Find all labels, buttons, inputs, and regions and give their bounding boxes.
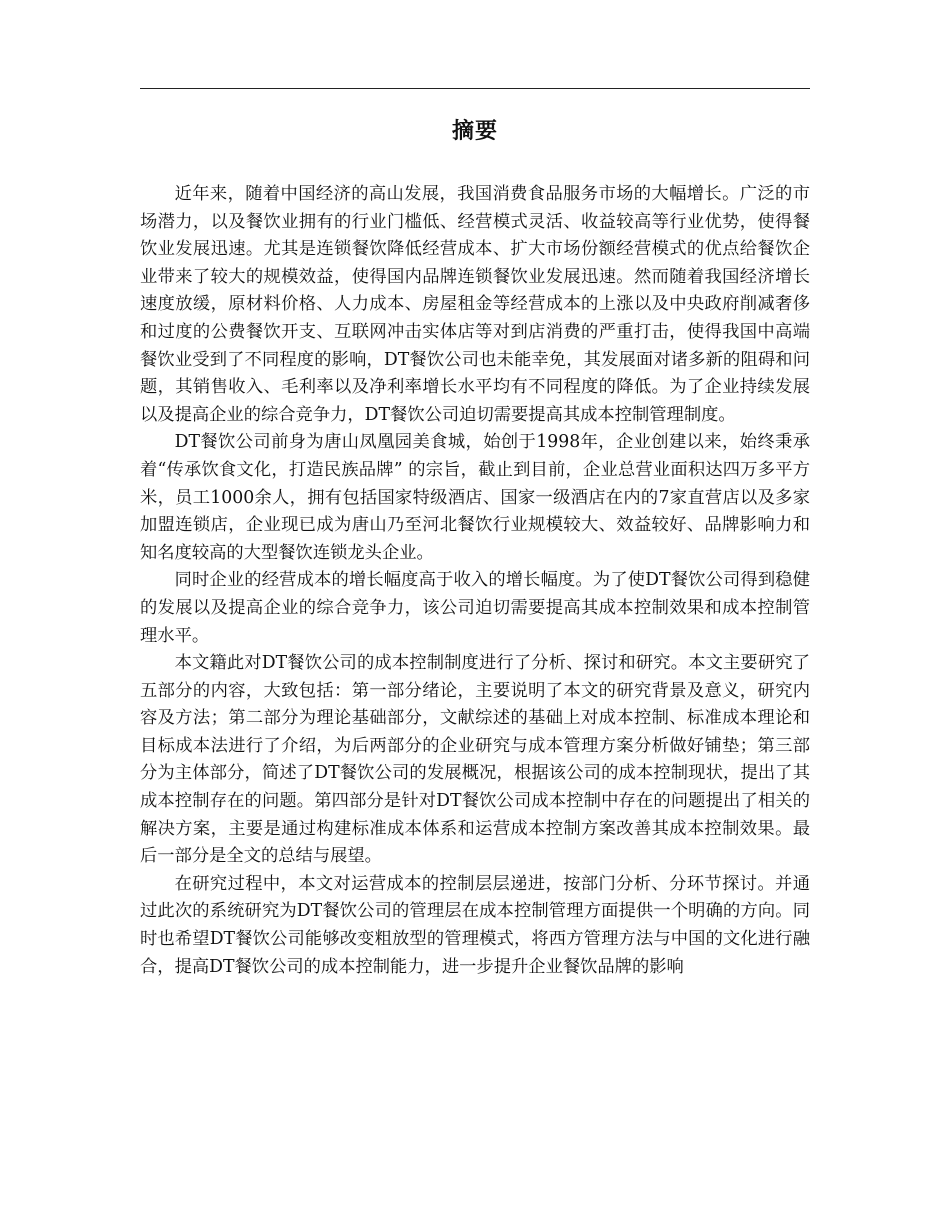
paragraph-research-process: 在研究过程中，本文对运营成本的控制层层递进，按部门分析、分环节探讨。并通过此次的系统研究为DT餐饮公司的管理层在成本控制管理方面提供一个明确的方向。同时也希望DT餐饮公司能够改变粗放型的管理模式，将西方管理方法与中国的文化进行融合，提高DT餐饮公司的成本控制能力，进一步提升企业餐饮品牌的影响 bbox=[140, 873, 810, 977]
paragraph-background: 近年来，随着中国经济的高山发展，我国消费食品服务市场的大幅增长。广泛的市场潜力，以及餐饮业拥有的行业门槛低、经营模式灵活、收益较高等行业优势，使得餐饮业发展迅速。尤其是连锁餐饮降低经营成本、扩大市场份额经营模式的优点给餐饮企业带来了较大的规模效益，使得国内品牌连锁餐饮业发展迅速。然而随着我国经济增长速度放缓，原材料价格、人力成本、房屋租金等经营成本的上涨以及中央政府削减奢侈和过度的公费餐饮开支、互联网冲击实体店等对到店消费的严重打击，使得我国中高端餐饮业受到了不同程度的影响，DT餐饮公司也未能幸免，其发展面对诸多新的阻碍和问题，其销售收入、毛利率以及净利率增长水平均有不同程度的降低。为了企业持续发展以及提高企业的综合竞争力，DT餐饮公司迫切需要提高其成本控制管理制度。 bbox=[140, 184, 810, 425]
header-rule bbox=[140, 88, 810, 89]
paragraph-motivation: 同时企业的经营成本的增长幅度高于收入的增长幅度。为了使DT餐饮公司得到稳健的发展以及提高企业的综合竞争力，该公司迫切需要提高其成本控制效果和成本控制管理水平。 bbox=[140, 570, 810, 646]
page-title: 摘要 bbox=[451, 119, 498, 144]
paragraph-company-profile: DT餐饮公司前身为唐山凤凰园美食城，始创于1998年，企业创建以来，始终秉承着“传承饮食文化，打造民族品牌” 的宗旨，截止到目前，企业总营业面积达四万多平方米，员工1000余人，拥有包括国家特级酒店、国家一级酒店在内的7家直营店以及多家加盟连锁店，企业现已成为唐山乃至河北餐饮行业规模较大、效益较好、品牌影响力和知名度较高的大型餐饮连锁龙头企业。 bbox=[140, 432, 810, 563]
abstract-body bbox=[140, 181, 810, 981]
paragraph-structure: 本文籍此对DT餐饮公司的成本控制制度进行了分析、探讨和研究。本文主要研究了五部分的内容，大致包括：第一部分绪论，主要说明了本文的研究背景及意义，研究内容及方法；第二部分为理论基础部分，文献综述的基础上对成本控制、标准成本理论和目标成本法进行了介绍，为后两部分的企业研究与成本管理方案分析做好铺垫；第三部分为主体部分，简述了DT餐饮公司的发展概况，根据该公司的成本控制现状，提出了其成本控制存在的问题。第四部分是针对DT餐饮公司成本控制中存在的问题提出了相关的解决方案，主要是通过构建标准成本体系和运营成本控制方案改善其成本控制效果。最后一部分是全文的总结与展望。 bbox=[140, 653, 810, 867]
